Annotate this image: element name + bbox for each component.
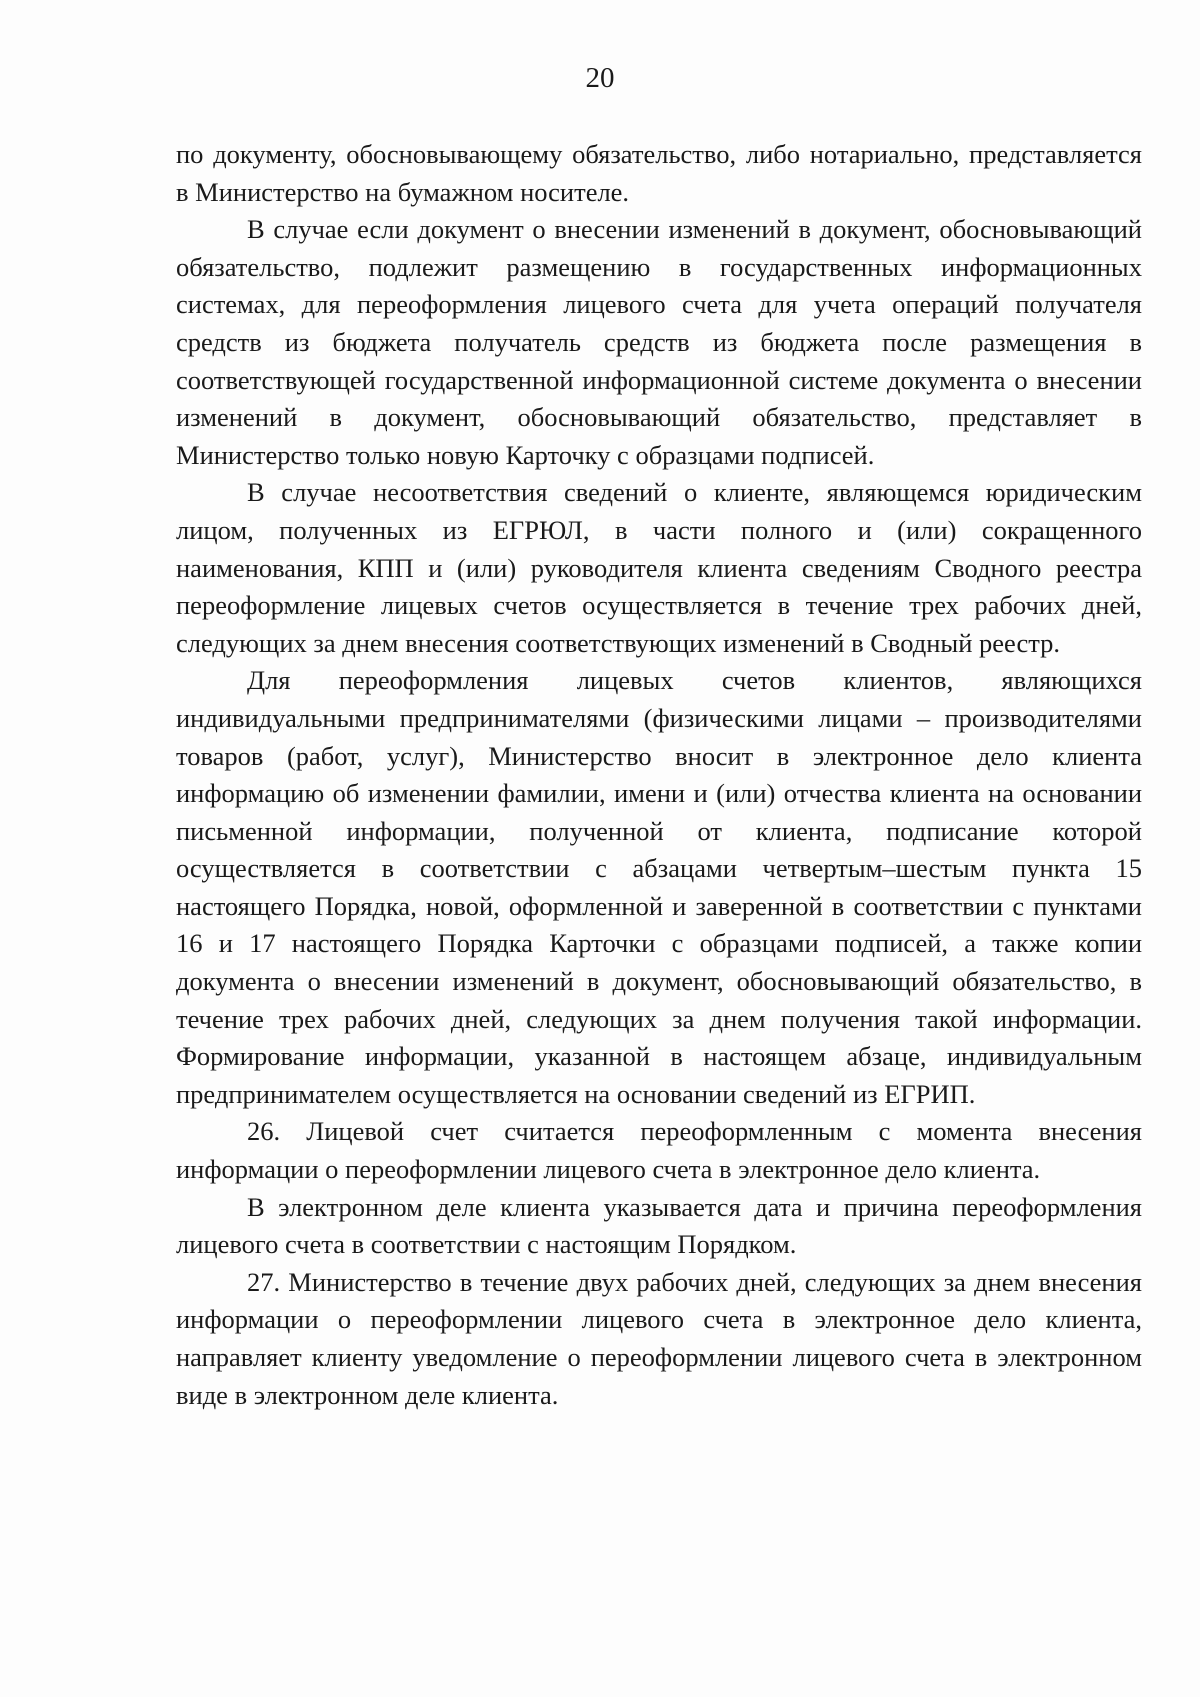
- paragraph-clause-26: 26. Лицевой счет считается переоформленным с момента внесения информации о переоформлении лицевого счета в электронное дело клиента.: [176, 1116, 1142, 1185]
- paragraph-egrul-mismatch: В случае несоответствия сведений о клиенте, являющемся юридическим лицом, полученных из ЕГРЮЛ, в части полного и (или) сокращенного наименования, КПП и (или) руководителя клиента сведениям Сводного реестра переоформление лицевых счетов осуществляется в течение трех рабочих дней, следующих за днем внесения соответствующих изменений в Сводный реестр.: [176, 477, 1142, 658]
- document-body: [176, 136, 1142, 1414]
- paragraph-clause-27: 27. Министерство в течение двух рабочих дней, следующих за днем внесения информации о переоформлении лицевого счета в электронное дело клиента, направляет клиенту уведомление о переоформлении лицевого счета в электронном виде в электронном деле клиента.: [176, 1266, 1142, 1410]
- paragraph-individual-entrepreneurs: Для переоформления лицевых счетов клиентов, являющихся индивидуальными предпринимателями (физическими лицами – производителями товаров (работ, услуг), Министерство вносит в электронное дело клиента информацию об изменении фамилии, имени и (или) отчества клиента на основании письменной информации, полученной от клиента, подписание которой осуществляется в соответствии с абзацами четвертым–шестым пункта 15 настоящего Порядка, новой, оформленной и заверенной в соответствии с пунктами 16 и 17 настоящего Порядка Карточки с образцами подписей, а также копии документа о внесении изменений в документ, обосновывающий обязательство, в течение трех рабочих дней, следующих за днем получения такой информации. Формирование информации, указанной в настоящем абзаце, индивидуальным предпринимателем осуществляется на основании сведений из ЕГРИП.: [176, 665, 1142, 1109]
- paragraph-continuation: по документу, обосновывающему обязательство, либо нотариально, представляется в Министерство на бумажном носителе.: [176, 139, 1142, 207]
- paragraph-reissue-documents: В случае если документ о внесении изменений в документ, обосновывающий обязательство, подлежит размещению в государственных информационных системах, для переоформления лицевого счета для учета операций получателя средств из бюджета получатель средств из бюджета после размещения в соответствующей государственной информационной системе документа о внесении изменений в документ, обосновывающий обязательство, представляет в Министерство только новую Карточку с образцами подписей.: [176, 214, 1142, 470]
- page-number: 20: [585, 62, 615, 94]
- paragraph-reissue-date-reason: В электронном деле клиента указывается дата и причина переоформления лицевого счета в соответствии с настоящим Порядком.: [176, 1191, 1142, 1260]
